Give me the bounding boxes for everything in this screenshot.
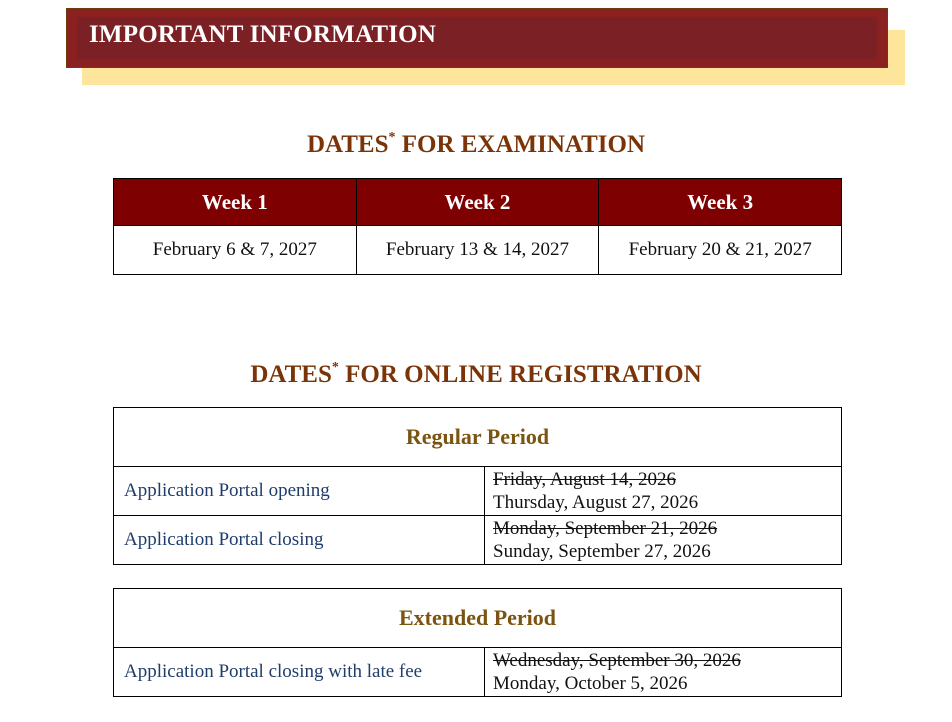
registration-title-suffix: FOR ONLINE REGISTRATION	[338, 361, 702, 388]
regular-period-header-row	[114, 408, 842, 467]
late-fee-closing-date	[485, 648, 842, 697]
week-2-date: February 13 & 14, 2027	[356, 226, 599, 275]
banner-title: IMPORTANT INFORMATION	[89, 21, 437, 48]
exam-title-suffix: FOR EXAMINATION	[395, 131, 646, 158]
exam-title-asterisk: *	[388, 129, 396, 145]
regular-period-heading: Regular Period	[114, 408, 842, 467]
portal-opening-date	[485, 467, 842, 516]
portal-closing-date	[485, 516, 842, 565]
old-date: Monday, September 21, 2026	[493, 517, 718, 539]
old-date: Wednesday, September 30, 2026	[493, 649, 741, 671]
exam-dates-row	[114, 226, 842, 275]
exam-title-prefix: DATES	[306, 131, 389, 158]
late-fee-closing-label: Application Portal closing with late fee	[114, 648, 485, 697]
week-3-header: Week 3	[599, 179, 842, 226]
registration-dates-title	[0, 361, 952, 389]
extended-period-table	[113, 588, 842, 697]
week-1-header: Week 1	[114, 179, 357, 226]
regular-period-table	[113, 407, 842, 565]
week-3-date: February 20 & 21, 2027	[599, 226, 842, 275]
info-banner	[66, 8, 888, 68]
portal-closing-label: Application Portal closing	[114, 516, 485, 565]
table-row	[114, 648, 842, 697]
week-2-header: Week 2	[356, 179, 599, 226]
new-date: Sunday, September 27, 2026	[493, 540, 711, 562]
exam-header-row	[114, 179, 842, 226]
portal-opening-label: Application Portal opening	[114, 467, 485, 516]
new-date: Thursday, August 27, 2026	[493, 491, 699, 513]
extended-period-header-row	[114, 589, 842, 648]
old-date: Friday, August 14, 2026	[493, 468, 676, 490]
table-row	[114, 516, 842, 565]
registration-title-asterisk: *	[331, 359, 339, 375]
extended-period-heading: Extended Period	[114, 589, 842, 648]
exam-dates-table	[113, 178, 842, 275]
registration-title-prefix: DATES	[250, 361, 332, 388]
new-date: Monday, October 5, 2026	[493, 672, 688, 694]
table-row	[114, 467, 842, 516]
week-1-date: February 6 & 7, 2027	[114, 226, 357, 275]
exam-dates-title	[0, 131, 952, 159]
